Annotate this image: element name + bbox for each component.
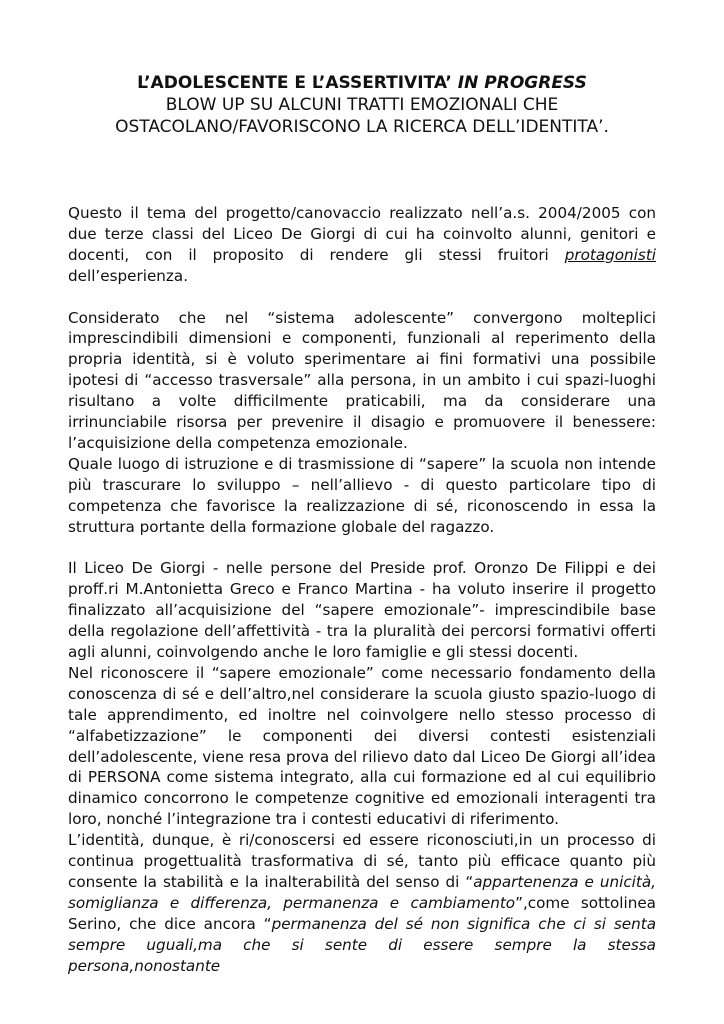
quote-permanenza: permanenza del sé non significa che ci si senta sempre uguali,ma che si sente di essere sempre la stessa persona,nonostante bbox=[68, 914, 656, 975]
paragraph-intro bbox=[68, 203, 656, 287]
paragraph-liceo: Il Liceo De Giorgi - nelle persone del Preside prof. Oronzo De Filippi e dei proff.ri M.Antonietta Greco e Franco Martina - ha voluto inserire il progetto finalizzato all’acquisizione del “sapere emozionale”- imprescindibile base della regolazione dell’affettività - tra la pluralità dei percorsi formativi offerti agli alunni, coinvolgendo anche le loro famiglie e gli stessi docenti. bbox=[68, 559, 656, 661]
document-body bbox=[68, 203, 656, 977]
paragraph-identita-middle: ”,come sottolinea Serino, che dice ancora “ bbox=[68, 893, 656, 933]
document-title bbox=[60, 72, 664, 138]
paragraph-identita-text: L’identità, dunque, è ri/conoscersi ed essere riconosciuti,in un processo di continua progettualità trasformativa di sé, tanto più efficace quanto più consente la stabilità e la inalterabilità del senso di “ bbox=[68, 831, 656, 891]
title-line-3: OSTACOLANO/FAVORISCONO LA RICERCA DELL’IDENTITA’. bbox=[115, 117, 609, 137]
title-line-2: BLOW UP SU ALCUNI TRATTI EMOZIONALI CHE bbox=[165, 95, 559, 115]
paragraph-gap bbox=[68, 287, 656, 308]
paragraph-quale-luogo: Quale luogo di istruzione e di trasmissione di “sapere” la scuola non intende più trascurare lo sviluppo – nell’allievo - di questo particolare tipo di competenza che favorisce la realizzazione di sé, riconoscendo in essa la struttura portante della formazione globale del ragazzo. bbox=[68, 454, 656, 536]
paragraph-identita bbox=[68, 830, 656, 976]
paragraph-intro-end: dell’esperienza. bbox=[68, 266, 189, 285]
paragraph-gap bbox=[68, 537, 656, 558]
paragraph-intro-text: Questo il tema del progetto/canovaccio realizzato nell’a.s. 2004/2005 con due terze classi del Liceo De Giorgi di cui ha coinvolto alunni, genitori e docenti, con il proposito di rendere gli stessi fruitori bbox=[68, 204, 656, 264]
title-line-1 bbox=[60, 72, 664, 94]
title-main-text: L’ADOLESCENTE E L’ASSERTIVITA’ bbox=[137, 73, 458, 93]
paragraph-nel-riconoscere: Nel riconoscere il “sapere emozionale” come necessario fondamento della conoscenza di sé e dell’altro,nel considerare la scuola giusto spazio-luogo di tale apprendimento, ed inoltre nel coinvolgere nello stesso processo di “alfabetizzazione” le componenti dei diversi contesti esistenziali dell’adolescente, viene resa prova del rilievo dato dal Liceo De Giorgi all’idea di PERSONA come sistema integrato, alla cui formazione ed al cui equilibrio dinamico concorrono le competenze cognitive ed emozionali interagenti tra loro, nonché l’integrazione tra i contesti educativi di riferimento. bbox=[68, 663, 656, 829]
quote-appartenenza: appartenenza e unicità, somiglianza e differenza, permanenza e cambiamento bbox=[68, 872, 656, 912]
protagonisti-emphasis: protagonisti bbox=[564, 245, 656, 264]
title-in-progress: IN PROGRESS bbox=[457, 73, 587, 93]
paragraph-considerato: Considerato che nel “sistema adolescente” convergono molteplici imprescindibili dimensioni e componenti, funzionali al reperimento della propria identità, si è voluto sperimentare ai fini formativi una possibile ipotesi di “accesso trasversale” alla persona, in un ambito i cui spazi-luoghi risultano a volte difficilmente praticabili, ma da considerare una irrinunciabile risorsa per prevenire il disagio e promuovere il benessere: l’acquisizione della competenza emozionale. bbox=[68, 308, 656, 452]
